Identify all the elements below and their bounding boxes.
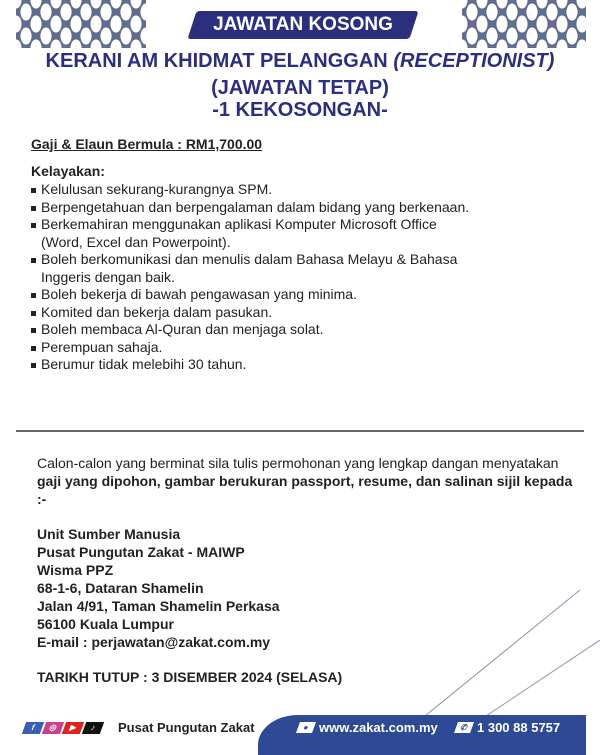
instagram-icon[interactable]: ◎ xyxy=(42,722,64,734)
list-item: Berumur tidak melebihi 30 tahun. xyxy=(31,356,481,374)
list-item: Boleh berkomunikasi dan menulis dalam Bahasa Melayu & Bahasa Inggeris dengan baik. xyxy=(31,251,481,286)
decorative-pattern-right xyxy=(462,0,586,48)
instructions-tail: kepada :- xyxy=(37,473,573,507)
application-instructions xyxy=(37,454,577,508)
job-title xyxy=(0,50,600,73)
salary: Gaji & Elaun Bermula : RM1,700.00 xyxy=(31,136,263,152)
closing-date: TARIKH TUTUP : 3 DISEMBER 2024 (SELASA) xyxy=(37,669,343,685)
vacancy-count: -1 KEKOSONGAN- xyxy=(212,99,388,121)
banner-label: JAWATAN KOSONG xyxy=(213,14,393,35)
list-item: Berkemahiran menggunakan aplikasi Komputer Microsoft Office (Word, Excel dan Powerpoint). xyxy=(31,216,481,251)
job-title-italic: (RECEPTIONIST) xyxy=(393,50,555,72)
qualifications-heading: Kelayakan: xyxy=(31,163,105,179)
qualifications-list xyxy=(31,181,481,374)
list-item: Komited dan bekerja dalam pasukan. xyxy=(31,304,481,322)
website-text[interactable]: www.zakat.com.my xyxy=(319,720,438,735)
decorative-pattern-left xyxy=(16,0,146,48)
job-title-main: KERANI AM KHIDMAT PELANGGAN xyxy=(45,50,394,72)
decorative-lines xyxy=(380,580,600,720)
instructions-bold: gaji yang dipohon, gambar berukuran passport, resume, dan salinan sijil xyxy=(37,473,521,489)
social-icons xyxy=(24,722,102,734)
globe-icon: ● xyxy=(296,722,316,733)
address-line: Wisma PPZ xyxy=(37,562,114,578)
phone-icon: ✆ xyxy=(454,722,474,733)
address-line: Jalan 4/91, Taman Shamelin Perkasa xyxy=(37,598,280,614)
divider xyxy=(16,430,584,432)
tiktok-icon[interactable]: ♪ xyxy=(82,722,104,734)
list-item: Boleh membaca Al-Quran dan menjaga solat. xyxy=(31,321,481,339)
job-type: (JAWATAN TETAP) xyxy=(211,77,389,99)
footer-website[interactable] xyxy=(298,720,438,735)
address-line: Pusat Pungutan Zakat - MAIWP xyxy=(37,544,245,560)
footer-phone[interactable] xyxy=(456,720,560,735)
address-line: Unit Sumber Manusia xyxy=(37,526,181,542)
list-item: Boleh bekerja di bawah pengawasan yang minima. xyxy=(31,286,481,304)
footer-org: Pusat Pungutan Zakat xyxy=(118,720,255,735)
phone-text[interactable]: 1 300 88 5757 xyxy=(477,720,561,735)
list-item: Berpengetahuan dan berpengalaman dalam bidang yang berkenaan. xyxy=(31,199,481,217)
facebook-icon[interactable]: f xyxy=(22,722,44,734)
youtube-icon[interactable]: ▶ xyxy=(62,722,84,734)
address-line: 56100 Kuala Lumpur xyxy=(37,616,174,632)
email-line[interactable]: E-mail : perjawatan@zakat.com.my xyxy=(37,634,271,650)
list-item: Perempuan sahaja. xyxy=(31,339,481,357)
list-item: Kelulusan sekurang-kurangnya SPM. xyxy=(31,181,481,199)
instructions-text: Calon-calon yang berminat sila tulis permohonan yang lengkap dangan menyatakan xyxy=(37,455,559,471)
address-line: 68-1-6, Dataran Shamelin xyxy=(37,580,204,596)
address-block xyxy=(37,525,280,651)
